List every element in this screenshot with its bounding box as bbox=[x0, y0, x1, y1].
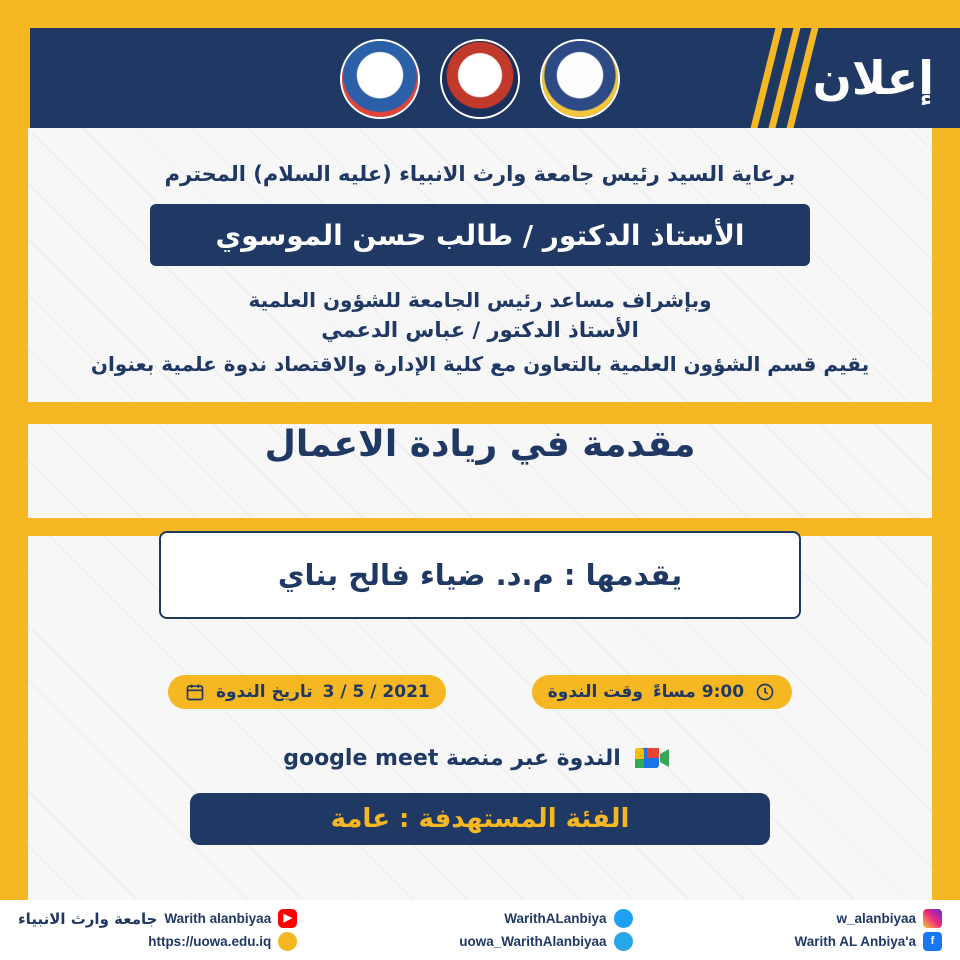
presenter-box bbox=[159, 531, 801, 619]
supervision-line: وبإشراف مساعد رئيس الجامعة للشؤون العلمية bbox=[248, 288, 712, 312]
youtube-handle: Warith alanbiyaa bbox=[164, 911, 272, 926]
instagram-icon bbox=[923, 909, 942, 928]
date-pill bbox=[168, 675, 446, 709]
header-left-accent bbox=[0, 28, 30, 128]
platform-row bbox=[28, 743, 932, 773]
time-label: وقت الندوة bbox=[547, 682, 643, 702]
clock-icon bbox=[754, 681, 776, 703]
announcement-title-wrap bbox=[813, 28, 960, 128]
google-meet-icon bbox=[633, 743, 677, 773]
social-telegram[interactable] bbox=[459, 932, 632, 951]
social-twitter[interactable] bbox=[459, 909, 632, 928]
organizer-line: يقيم قسم الشؤون العلمية بالتعاون مع كلية الإدارة والاقتصاد ندوة علمية بعنوان bbox=[90, 352, 870, 376]
facebook-handle: Warith AL Anbiya'a bbox=[794, 934, 916, 949]
target-audience-box bbox=[190, 793, 770, 845]
footer-bar bbox=[0, 900, 960, 960]
footer-group-right bbox=[18, 909, 297, 951]
date-label: تاريخ الندوة bbox=[215, 682, 313, 702]
supervisor-name: الأستاذ الدكتور / عباس الدعمي bbox=[321, 318, 639, 342]
time-value: 9:00 مساءً bbox=[652, 682, 745, 702]
date-value: 2021 / 5 / 3 bbox=[322, 682, 430, 702]
website-url: https://uowa.edu.iq bbox=[148, 934, 272, 949]
social-youtube[interactable] bbox=[18, 909, 297, 928]
patron-line: برعاية السيد رئيس جامعة وارث الانبياء (عليه السلام) المحترم bbox=[164, 162, 796, 186]
instagram-handle: w_alanbiyaa bbox=[836, 911, 916, 926]
telegram-handle: uowa_WarithAlanbiyaa bbox=[459, 934, 607, 949]
social-instagram[interactable] bbox=[795, 909, 942, 928]
patron-name-box bbox=[150, 204, 810, 266]
platform-text: الندوة عبر منصة google meet bbox=[283, 745, 621, 771]
header-stripes bbox=[746, 28, 810, 128]
footer-group-middle bbox=[459, 909, 632, 951]
university-name: جامعة وارث الانبياء bbox=[18, 909, 158, 928]
footer-group-left bbox=[795, 909, 942, 951]
facebook-icon: f bbox=[923, 932, 942, 951]
time-pill bbox=[532, 675, 792, 709]
poster-content bbox=[28, 128, 932, 900]
social-website[interactable] bbox=[18, 932, 297, 951]
presenter-name: يقدمها : م.د. ضياء فالح بناي bbox=[277, 558, 683, 592]
website-icon bbox=[278, 932, 297, 951]
info-pills bbox=[28, 675, 932, 709]
calendar-icon bbox=[184, 681, 206, 703]
telegram-icon bbox=[614, 932, 633, 951]
seminar-title: مقدمة في ريادة الاعمال bbox=[264, 424, 696, 465]
youtube-icon: ▶ bbox=[278, 909, 297, 928]
announcement-title: إعلان bbox=[812, 51, 934, 105]
social-facebook[interactable] bbox=[795, 932, 942, 951]
patron-name: الأستاذ الدكتور / طالب حسن الموسوي bbox=[215, 218, 745, 252]
twitter-handle: WarithALanbiya bbox=[504, 911, 607, 926]
target-audience: الفئة المستهدفة : عامة bbox=[330, 804, 630, 834]
twitter-icon bbox=[614, 909, 633, 928]
